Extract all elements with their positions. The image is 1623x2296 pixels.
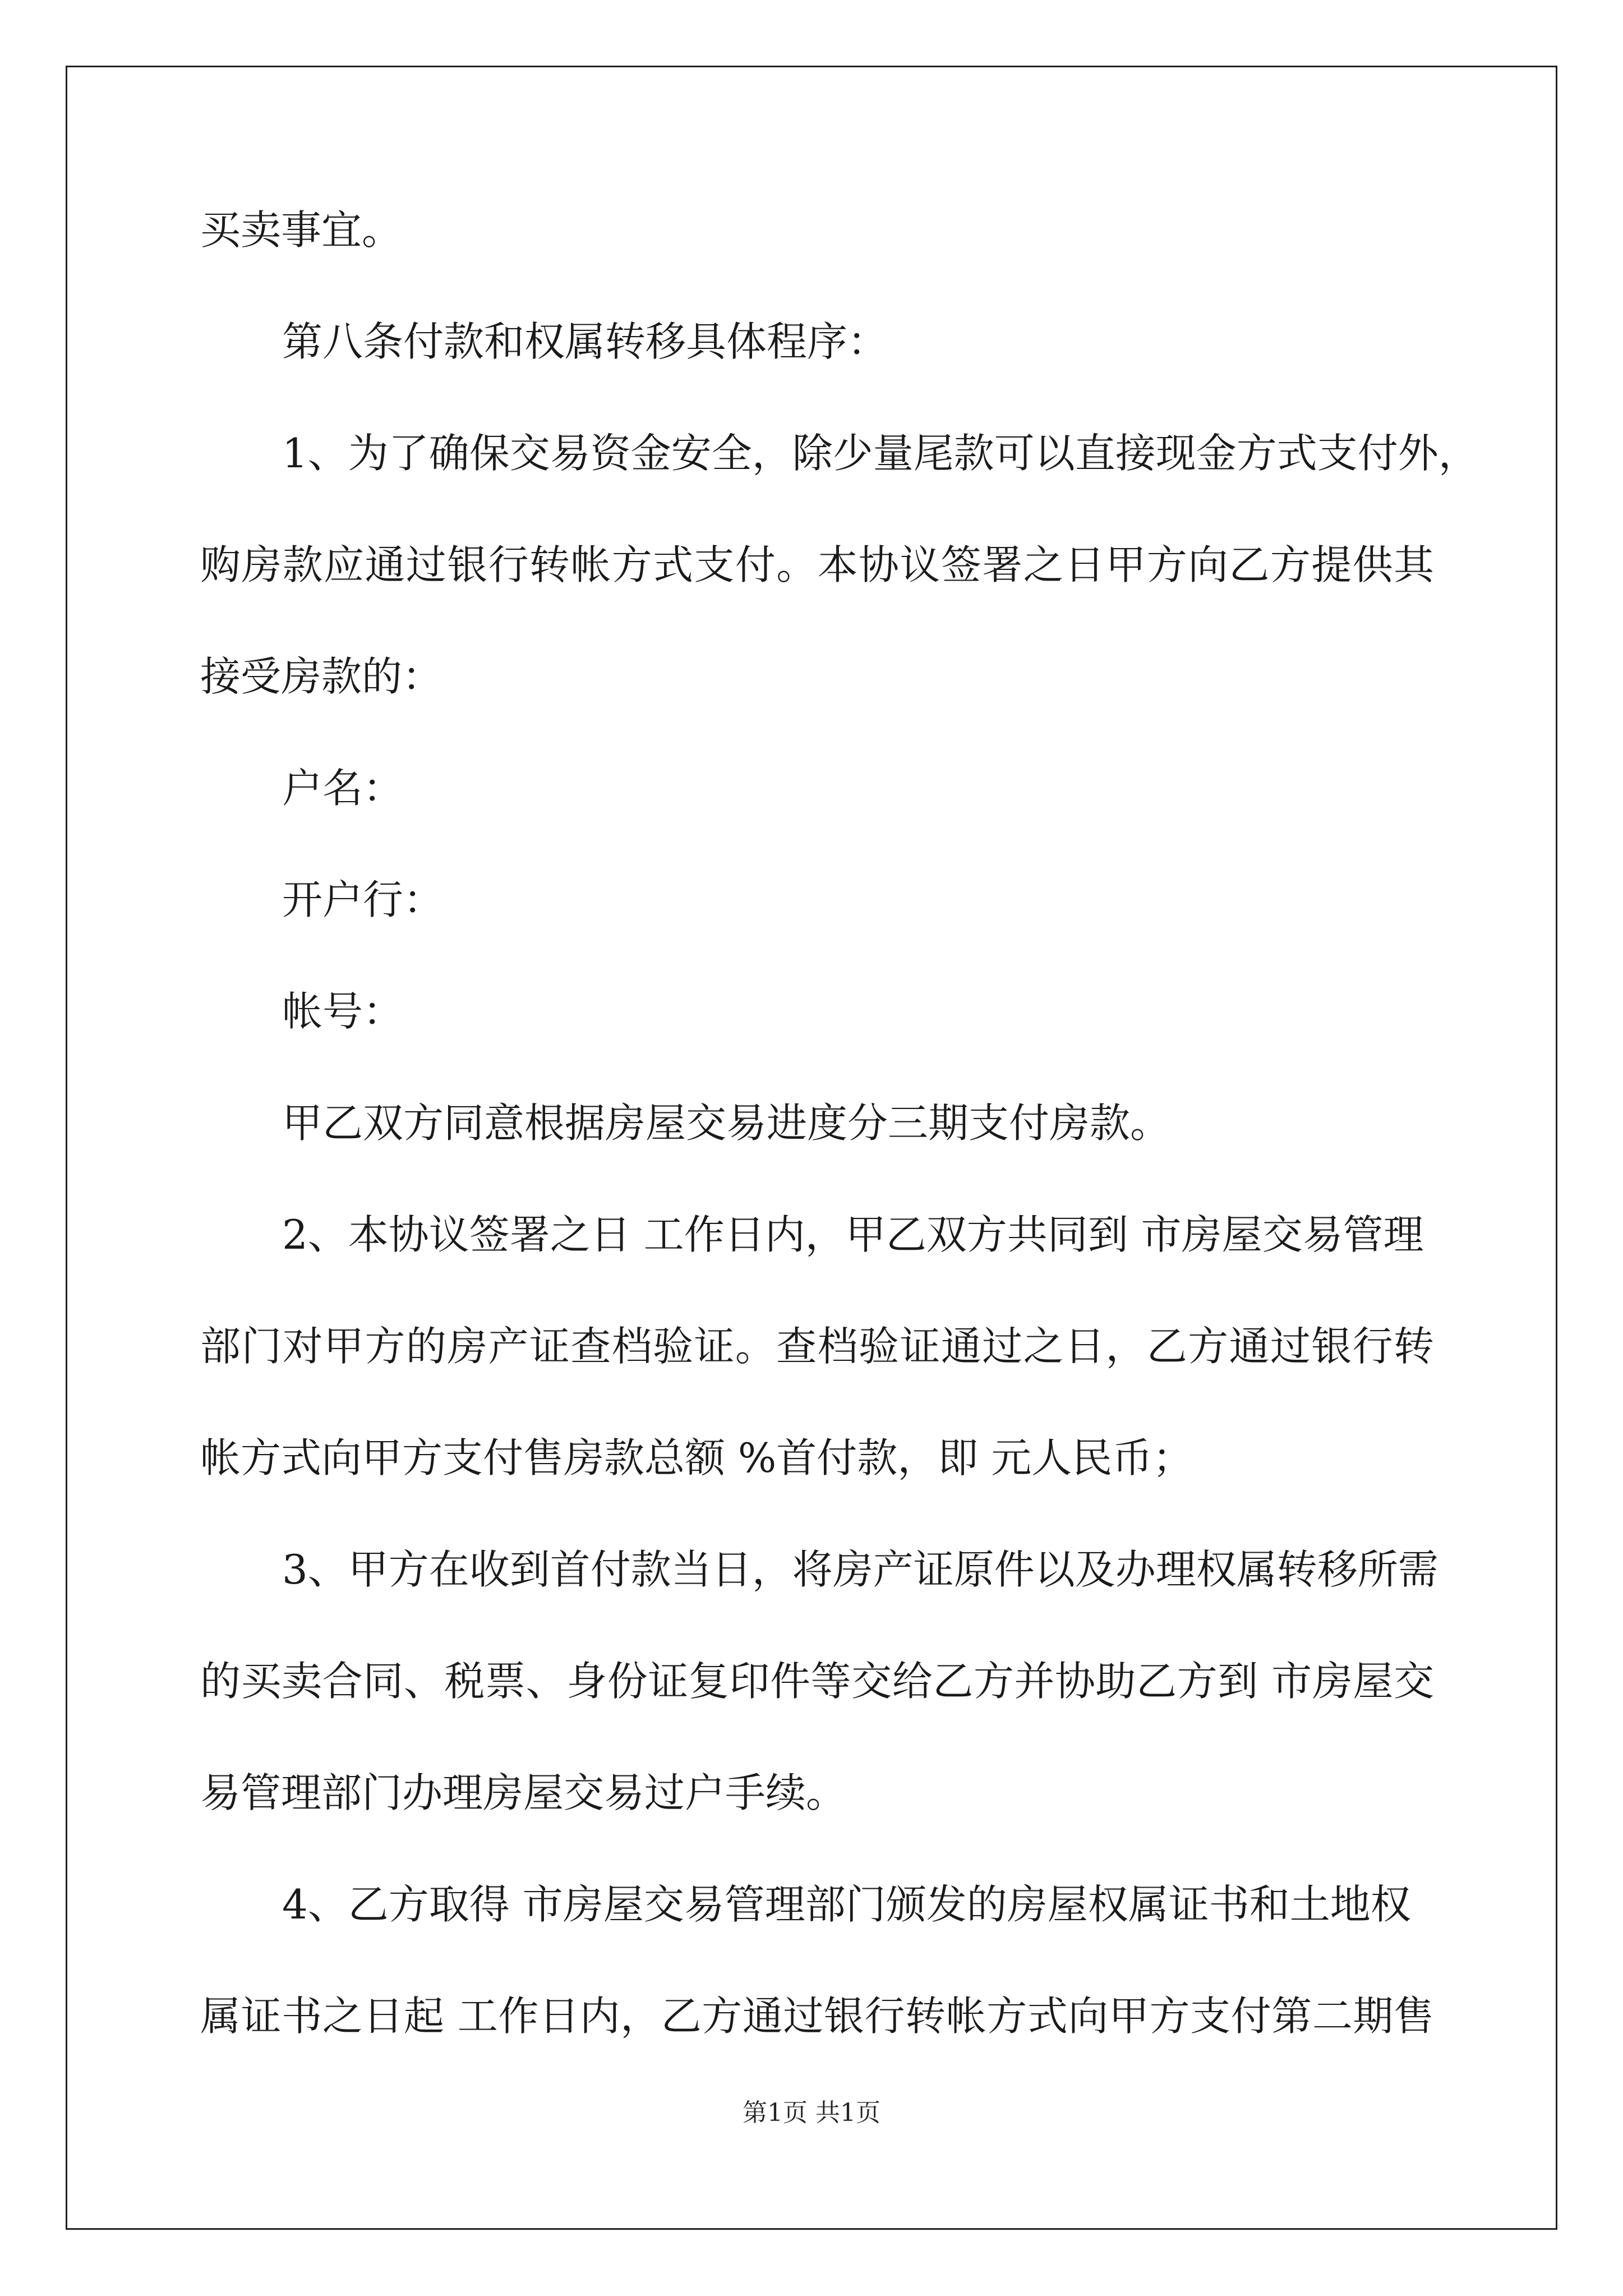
paragraph-line: 购房款应通过银行转帐方式支付。本协议签署之日甲方向乙方提供其 (200, 541, 1434, 588)
paragraph-line: 4、乙方取得 市房屋交易管理部门颁发的房屋权属证书和土地权 (282, 1881, 1411, 1928)
paragraph-line: 1、为了确保交易资金安全，除少量尾款可以直接现金方式支付外， (282, 430, 1479, 477)
paragraph-line: 属证书之日起 工作日内，乙方通过银行转帐方式向甲方支付第二期售 (200, 1993, 1434, 2040)
paragraph-line: 买卖事宜。 (200, 206, 403, 254)
page-footer: 第1页 共1页 (743, 2099, 880, 2127)
paragraph-line: 2、本协议签署之日 工作日内，甲乙双方共同到 市房屋交易管理 (282, 1211, 1424, 1258)
paragraph-line: 接受房款的： (200, 653, 443, 700)
paragraph-line: 部门对甲方的房产证查档验证。查档验证通过之日，乙方通过银行转 (200, 1323, 1434, 1370)
paragraph-line: 开户行： (282, 876, 444, 923)
paragraph-line: 户名： (282, 765, 404, 812)
paragraph-line: 第八条付款和权属转移具体程序： (282, 318, 888, 365)
paragraph-line: 帐方式向甲方支付售房款总额 %首付款，即 元人民币； (200, 1434, 1193, 1481)
paragraph-line: 3、甲方在收到首付款当日，将房产证原件以及办理权属转移所需 (282, 1546, 1438, 1593)
paragraph-line: 易管理部门办理房屋交易过户手续。 (200, 1769, 847, 1816)
paragraph-line: 甲乙双方同意根据房屋交易进度分三期支付房款。 (282, 1099, 1171, 1147)
paragraph-line: 帐号： (282, 988, 404, 1035)
paragraph-line: 的买卖合同、税票、身份证复印件等交给乙方并协助乙方到 市房屋交 (200, 1658, 1434, 1705)
